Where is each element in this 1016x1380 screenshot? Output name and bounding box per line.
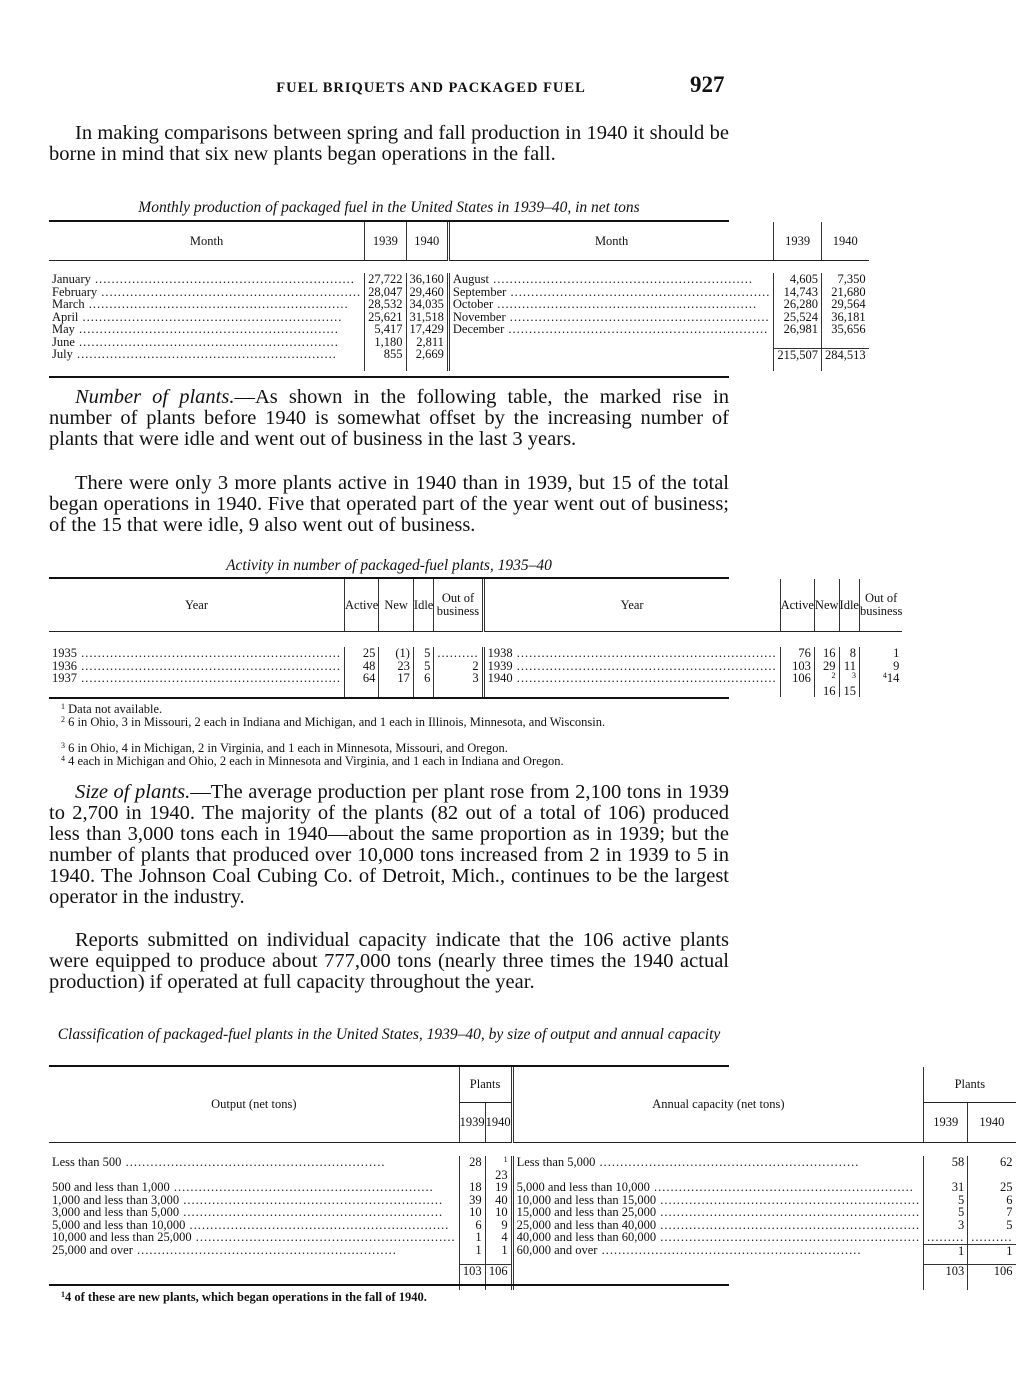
col-idle-left: Idle xyxy=(413,579,433,631)
table-total-row: 103 106 103 106 xyxy=(49,1265,1016,1290)
page-number: 927 xyxy=(690,72,725,97)
col-out-left: Out of business xyxy=(434,579,483,631)
col-idle-right: Idle xyxy=(839,579,859,631)
col-1939-right: 1939 xyxy=(924,1102,968,1142)
col-1940-left: 1940 xyxy=(485,1102,512,1142)
col-year-right: Year xyxy=(483,579,780,631)
col-year-left: Year xyxy=(49,579,345,631)
table-row: April ..... 25,621 31,518 November ..... 25,524 36,181 xyxy=(49,311,869,324)
col-plants-left: Plants xyxy=(459,1067,512,1102)
table-row: July ..... 855 2,669 215,507 284,513 xyxy=(49,348,869,371)
table-row: 5,000 and less than 10,000 ..... 6 9 25,000 and less than 40,000 ..... 3 5 xyxy=(49,1219,1016,1232)
table-row: Less than 500 ..... 28 $^1$ 23 Less than 5,000 ..... 58 62 xyxy=(49,1156,1016,1181)
capacity-paragraph: Reports submitted on individual capacity indicate that the 106 active plants were equipped to produce about 777,000 tons (nearly three times the 1940 actual production) if operated at full capacity throughout the year. xyxy=(49,929,729,993)
number-of-plants-paragraph: Number of plants.—As shown in the following table, the marked rise in number of plants before 1940 is somewhat offset by the increasing number of plants that were idle and went out of business in the last 3 years. xyxy=(49,386,729,450)
table3-caption: Classification of packaged-fuel plants in the United States, 1939–40, by size of output and annual capacity xyxy=(57,1026,721,1043)
col-new-right: New xyxy=(814,579,839,631)
table2-bottom-rule xyxy=(49,697,729,699)
col-1940-right: 1940 xyxy=(821,222,868,260)
col-out-right: Out of business xyxy=(859,579,902,631)
table-row: 10,000 and less than 25,000 ..... 1 4 40,000 and less than 60,000 ..... ......... .......... xyxy=(49,1231,1016,1244)
table3-bottom-rule xyxy=(49,1284,729,1286)
col-active-left: Active xyxy=(345,579,379,631)
col-1939-left: 1939 xyxy=(459,1102,485,1142)
table-row: March ..... 28,532 34,035 October ..... 26,280 29,564 xyxy=(49,298,869,311)
table1-caption: Monthly production of packaged fuel in the United States in 1939–40, in net tons xyxy=(138,199,640,216)
plant-activity-table xyxy=(49,579,902,697)
table-row: June ..... 1,180 2,811 xyxy=(49,336,869,349)
plants-followup-paragraph: There were only 3 more plants active in 1940 than in 1939, but 15 of the total began operations in 1940. Five that operated part of the year went out of business; of the 15 that were idle, 9 also went out of business. xyxy=(49,472,729,536)
table3-footnote: $^1$4 of these are new plants, which began operations in the fall of 1940. xyxy=(61,1290,427,1304)
table1-bottom-rule xyxy=(49,376,729,378)
table-row: 500 and less than 1,000 ..... 18 19 5,000 and less than 10,000 ..... 31 25 xyxy=(49,1181,1016,1194)
table2-footnote-2: $^2$ 6 in Ohio, 3 in Missouri, 2 each in Indiana and Michigan, and 1 each in Illinois, Minnesota, and Wisconsin. xyxy=(61,715,606,729)
total-1940: 284,513 xyxy=(821,348,868,371)
table-row: 25,000 and over ..... 1 1 60,000 and over ..... 1 1 xyxy=(49,1244,1016,1265)
table2-footnote-4: $^4$ 4 each in Michigan and Ohio, 2 each in Minnesota and Virginia, and 1 each in Indiana and Oregon. xyxy=(61,754,564,768)
col-plants-right: Plants xyxy=(924,1067,1016,1102)
col-1939-left: 1939 xyxy=(365,222,406,260)
table-row: 1936 ..... 48 23 5 2 1939 ..... 103 29 11 9 xyxy=(49,660,902,673)
table-row: May ..... 5,417 17,429 December ..... 26,981 35,656 xyxy=(49,323,869,336)
col-1940-left: 1940 xyxy=(406,222,448,260)
table-row: 1935 ..... 25 (1) 5 .......... 1938 ..... 76 16 8 1 xyxy=(49,647,902,660)
col-new-left: New xyxy=(379,579,414,631)
table-row: February ..... 28,047 29,460 September ..... 14,743 21,680 xyxy=(49,286,869,299)
intro-paragraph: In making comparisons between spring and fall production in 1940 it should be borne in mind that six new plants began operations in the fall. xyxy=(49,122,729,165)
col-month-right: Month xyxy=(448,222,773,260)
total-1939: 215,507 xyxy=(774,348,822,371)
col-output: Output (net tons) xyxy=(49,1067,459,1142)
col-month-left: Month xyxy=(49,222,365,260)
col-capacity: Annual capacity (net tons) xyxy=(512,1067,924,1142)
running-head: FUEL BRIQUETS AND PACKAGED FUEL xyxy=(276,80,586,96)
size-of-plants-paragraph: Size of plants.—The average production per plant rose from 2,100 tons in 1939 to 2,700 in 1940. The majority of the plants (82 out of a total of 106) produced less than 3,000 tons each in 1940—about the same proportion as in 1939; but the number of plants that produced over 10,000 tons increased from 2 in 1939 to 5 in 1940. The Johnson Coal Cubing Co. of Detroit, Mich., continues to be the largest operator in the industry. xyxy=(49,781,729,908)
plant-size-table xyxy=(49,1067,1016,1290)
table-row: January ..... 27,722 36,160 August ..... 4,605 7,350 xyxy=(49,273,869,286)
table2-footnote-3: $^3$ 6 in Ohio, 4 in Michigan, 2 in Virginia, and 1 each in Minnesota, Missouri, and Oregon. xyxy=(61,741,508,755)
col-active-right: Active xyxy=(780,579,814,631)
table-row: 1937 ..... 64 17 6 3 1940 ..... 106 $^2$ 16 $^3$ 15 $^4$14 xyxy=(49,672,902,697)
monthly-production-table xyxy=(49,222,869,371)
table2-footnote-1: $^1$ Data not available. xyxy=(61,702,163,716)
table-row: 3,000 and less than 5,000 ..... 10 10 15,000 and less than 25,000 ..... 5 7 xyxy=(49,1206,1016,1219)
table-row: 1,000 and less than 3,000 ..... 39 40 10,000 and less than 15,000 ..... 5 6 xyxy=(49,1194,1016,1207)
table2-caption: Activity in number of packaged-fuel plants, 1935–40 xyxy=(226,557,552,574)
col-1940-right: 1940 xyxy=(968,1102,1016,1142)
col-1939-right: 1939 xyxy=(774,222,822,260)
